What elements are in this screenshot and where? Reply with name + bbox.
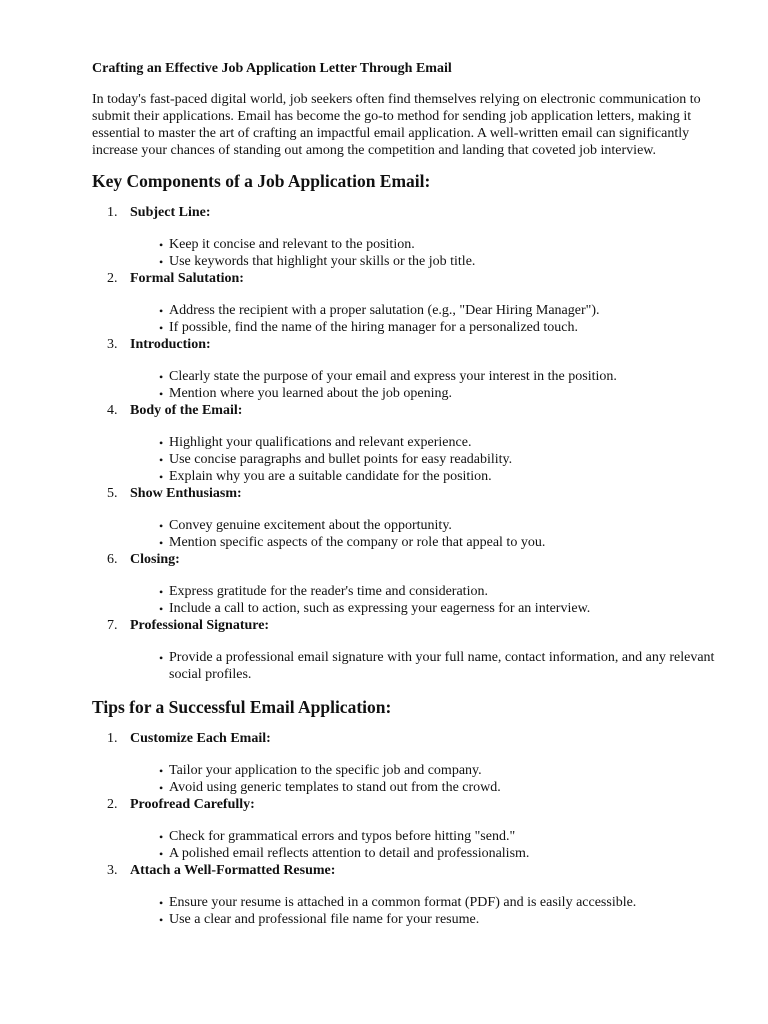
bullet-item: • Keep it concise and relevant to the position. [130, 236, 718, 253]
item-number: 1. [107, 205, 118, 220]
bullet-list [130, 236, 718, 270]
document-title: Crafting an Effective Job Application Letter Through Email [92, 61, 452, 76]
bullet-item: • Address the recipient with a proper salutation (e.g., "Dear Hiring Manager"). [130, 302, 718, 319]
bullet-list [130, 583, 718, 617]
list-item [92, 402, 718, 485]
list-item [92, 796, 718, 862]
item-number: 7. [107, 618, 118, 633]
item-number: 1. [107, 731, 118, 746]
bullet-list [130, 302, 718, 336]
bullet-item: • Avoid using generic templates to stand out from the crowd. [130, 779, 718, 796]
tips-heading: Tips for a Successful Email Application: [92, 697, 392, 717]
document-page [92, 60, 718, 928]
bullet-item: • Ensure your resume is attached in a common format (PDF) and is easily accessible. [130, 894, 718, 911]
bullet-item: • Highlight your qualifications and relevant experience. [130, 434, 718, 451]
item-label: Customize Each Email: [130, 731, 271, 746]
bullet-list [130, 368, 718, 402]
bullet-item: • Include a call to action, such as expressing your eagerness for an interview. [130, 600, 718, 617]
bullet-item: • Tailor your application to the specific job and company. [130, 762, 718, 779]
key-components-heading: Key Components of a Job Application Email: [92, 171, 431, 191]
item-label: Formal Salutation: [130, 271, 244, 286]
item-number: 2. [107, 797, 118, 812]
bullet-item: • If possible, find the name of the hiring manager for a personalized touch. [130, 319, 718, 336]
bullet-list [130, 434, 718, 485]
bullet-item: • Use concise paragraphs and bullet points for easy readability. [130, 451, 718, 468]
list-item [92, 862, 718, 928]
bullet-list [130, 517, 718, 551]
item-label: Introduction: [130, 337, 211, 352]
list-item [92, 204, 718, 270]
item-label: Subject Line: [130, 205, 211, 220]
bullet-item: • Convey genuine excitement about the opportunity. [130, 517, 718, 534]
item-label: Professional Signature: [130, 618, 270, 633]
intro-paragraph: In today's fast-paced digital world, job seekers often find themselves relying on electronic communication to submit their applications. Email has become the go-to method for sending job application letters, making it essential to master the art of crafting an impactful email application. A well-written email can significantly increase your chances of standing out among the competition and landing that coveted job interview. [92, 92, 701, 158]
item-label: Proofread Carefully: [130, 797, 255, 812]
key-components-list [92, 204, 718, 683]
list-item [92, 336, 718, 402]
list-item [92, 551, 718, 617]
bullet-item: • Express gratitude for the reader's time and consideration. [130, 583, 718, 600]
item-number: 2. [107, 271, 118, 286]
bullet-item: • Use a clear and professional file name for your resume. [130, 911, 718, 928]
tips-list [92, 730, 718, 928]
bullet-item: • Clearly state the purpose of your email and express your interest in the position. [130, 368, 718, 385]
item-number: 3. [107, 863, 118, 878]
list-item [92, 270, 718, 336]
list-item [92, 730, 718, 796]
bullet-item: • Use keywords that highlight your skills or the job title. [130, 253, 718, 270]
item-label: Body of the Email: [130, 403, 243, 418]
bullet-item: • Check for grammatical errors and typos before hitting "send." [130, 828, 718, 845]
bullet-item: • Mention specific aspects of the company or role that appeal to you. [130, 534, 718, 551]
item-label: Closing: [130, 552, 180, 567]
list-item [92, 617, 718, 683]
bullet-item: • Provide a professional email signature with your full name, contact information, and any relevant social profiles. [130, 649, 718, 683]
item-label: Attach a Well-Formatted Resume: [130, 863, 336, 878]
item-number: 3. [107, 337, 118, 352]
bullet-list [130, 762, 718, 796]
bullet-item: • Explain why you are a suitable candidate for the position. [130, 468, 718, 485]
bullet-item: • A polished email reflects attention to detail and professionalism. [130, 845, 718, 862]
bullet-list [130, 894, 718, 928]
item-number: 6. [107, 552, 118, 567]
item-number: 5. [107, 486, 118, 501]
item-number: 4. [107, 403, 118, 418]
bullet-list [130, 828, 718, 862]
bullet-list [130, 649, 718, 683]
bullet-item: • Mention where you learned about the job opening. [130, 385, 718, 402]
list-item [92, 485, 718, 551]
item-label: Show Enthusiasm: [130, 486, 242, 501]
